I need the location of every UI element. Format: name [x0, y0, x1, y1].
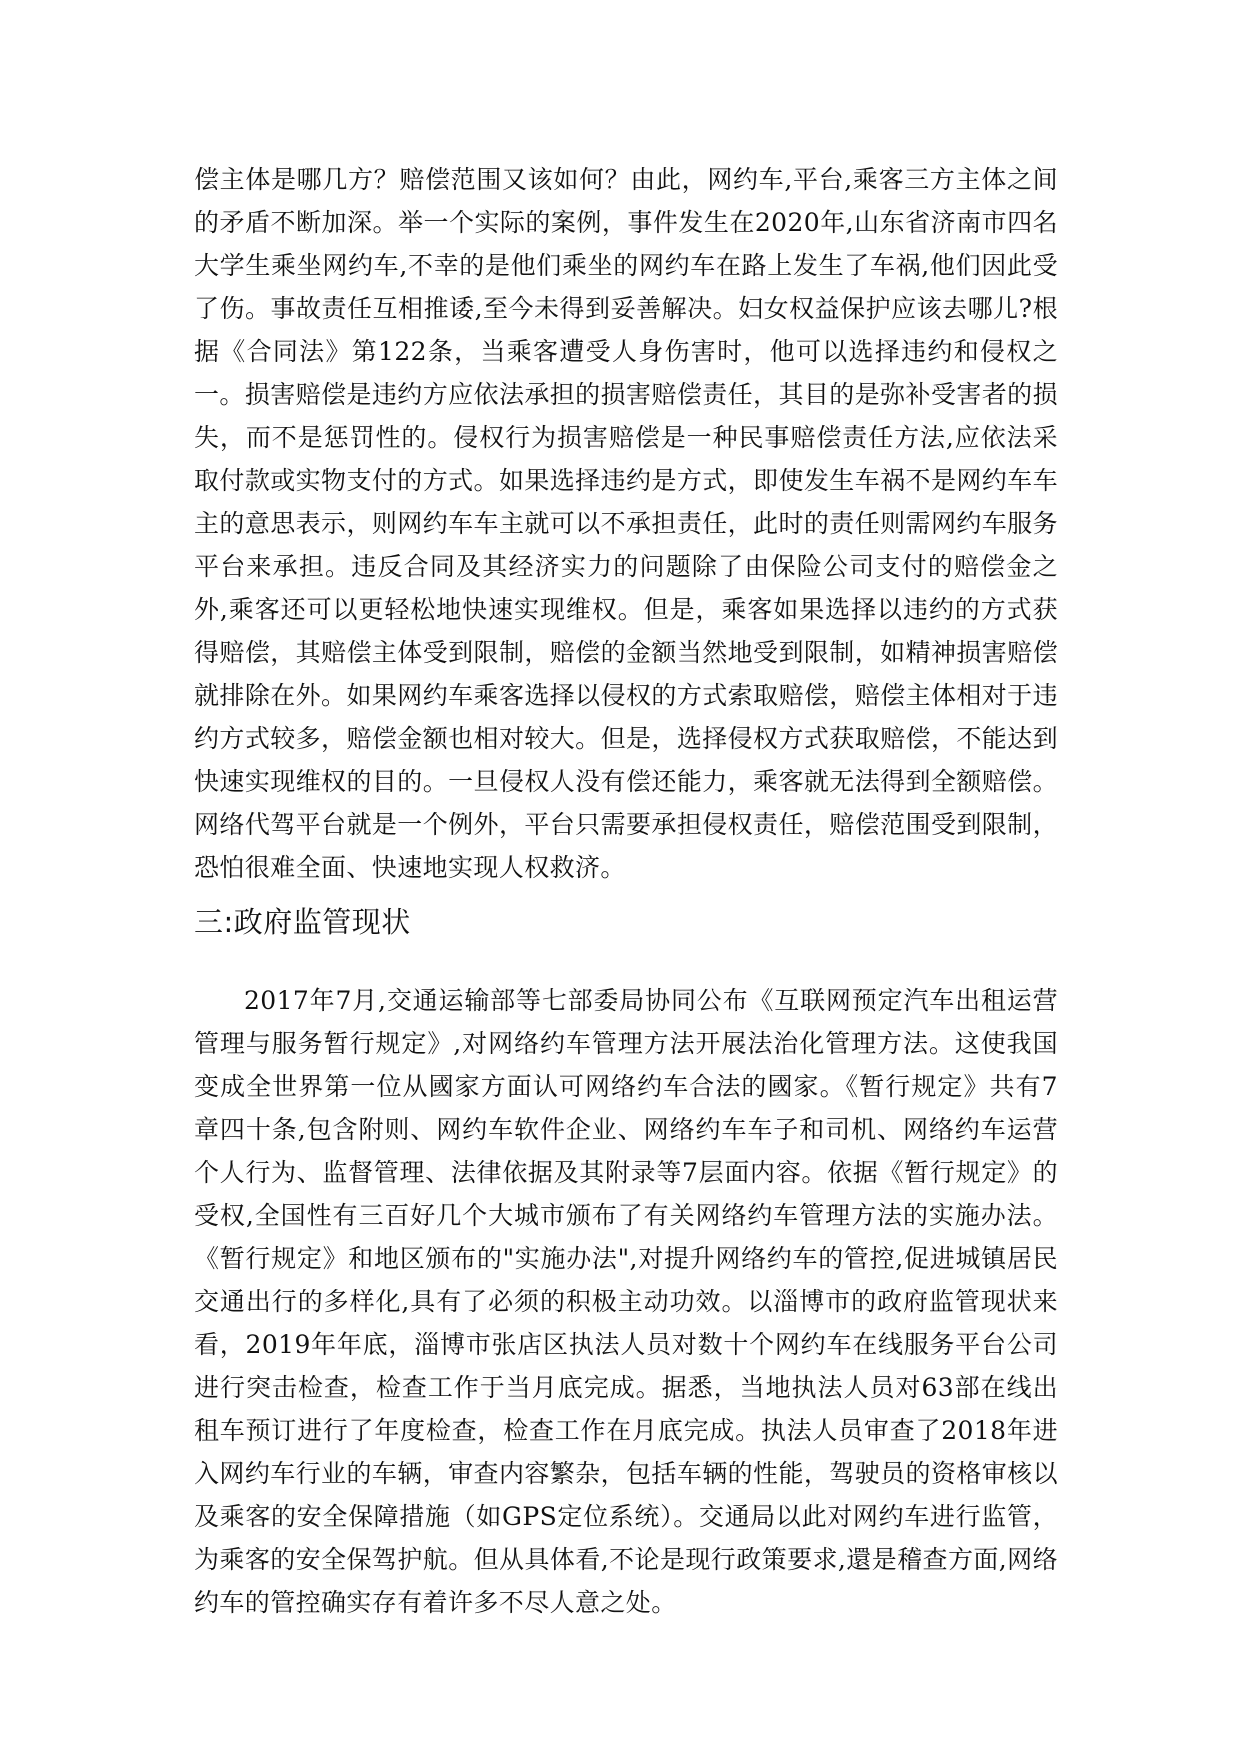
document-page [194, 158, 1058, 1624]
section-heading: 三:政府监管现状 [194, 905, 411, 939]
body-paragraph-continued: 偿主体是哪几方？赔偿范围又该如何？由此，网约车,平台,乘客三方主体之间的矛盾不断加深。举一个实际的案例，事件发生在2020年,山东省济南市四名大学生乘坐网约车,不幸的是他们乘坐的网约车在路上发生了车祸,他们因此受了伤。事故责任互相推诿,至今未得到妥善解决。妇女权益保护应该去哪儿?根据《合同法》第122条，当乘客遭受人身伤害时，他可以选择违约和侵权之一。损害赔偿是违约方应依法承担的损害赔偿责任，其目的是弥补受害者的损失，而不是惩罚性的。侵权行为损害赔偿是一种民事赔偿责任方法,应依法采取付款或实物支付的方式。如果选择违约是方式，即使发生车祸不是网约车车主的意思表示，则网约车车主就可以不承担责任，此时的责任则需网约车服务平台来承担。违反合同及其经济实力的问题除了由保险公司支付的赔偿金之外,乘客还可以更轻松地快速实现维权。但是，乘客如果选择以违约的方式获得赔偿，其赔偿主体受到限制，赔偿的金额当然地受到限制，如精神损害赔偿就排除在外。如果网约车乘客选择以侵权的方式索取赔偿，赔偿主体相对于违约方式较多，赔偿金额也相对较大。但是，选择侵权方式获取赔偿，不能达到快速实现维权的目的。一旦侵权人没有偿还能力，乘客就无法得到全额赔偿。网络代驾平台就是一个例外，平台只需要承担侵权责任，赔偿范围受到限制，恐怕很难全面、快速地实现人权救济。 [194, 165, 1058, 882]
body-paragraph-government-supervision: 2017年7月,交通运输部等七部委局协同公布《互联网预定汽车出租运营管理与服务暂行规定》,对网络约车管理方法开展法治化管理方法。这使我国变成全世界第一位从國家方面认可网络约车合法的國家。《暂行规定》共有7章四十条,包含附则、网约车软件企业、网络约车车子和司机、网络约车运营个人行为、监督管理、法律依据及其附录等7层面内容。依据《暂行规定》的受权,全国性有三百好几个大城市颁布了有关网络约车管理方法的实施办法。《暂行规定》和地区颁布的"实施办法",对提升网络约车的管控,促进城镇居民交通出行的多样化,具有了必须的积极主动功效。以淄博市的政府监管现状来看，2019年年底，淄博市张店区执法人员对数十个网约车在线服务平台公司进行突击检查，检查工作于当月底完成。据悉，当地执法人员对63部在线出租车预订进行了年度检查，检查工作在月底完成。执法人员审查了2018年进入网约车行业的车辆，审查内容繁杂，包括车辆的性能，驾驶员的资格审核以及乘客的安全保障措施（如GPS定位系统）。交通局以此对网约车进行监管，为乘客的安全保驾护航。但从具体看,不论是现行政策要求,還是稽查方面,网络约车的管控确实存有着许多不尽人意之处。 [194, 986, 1058, 1617]
